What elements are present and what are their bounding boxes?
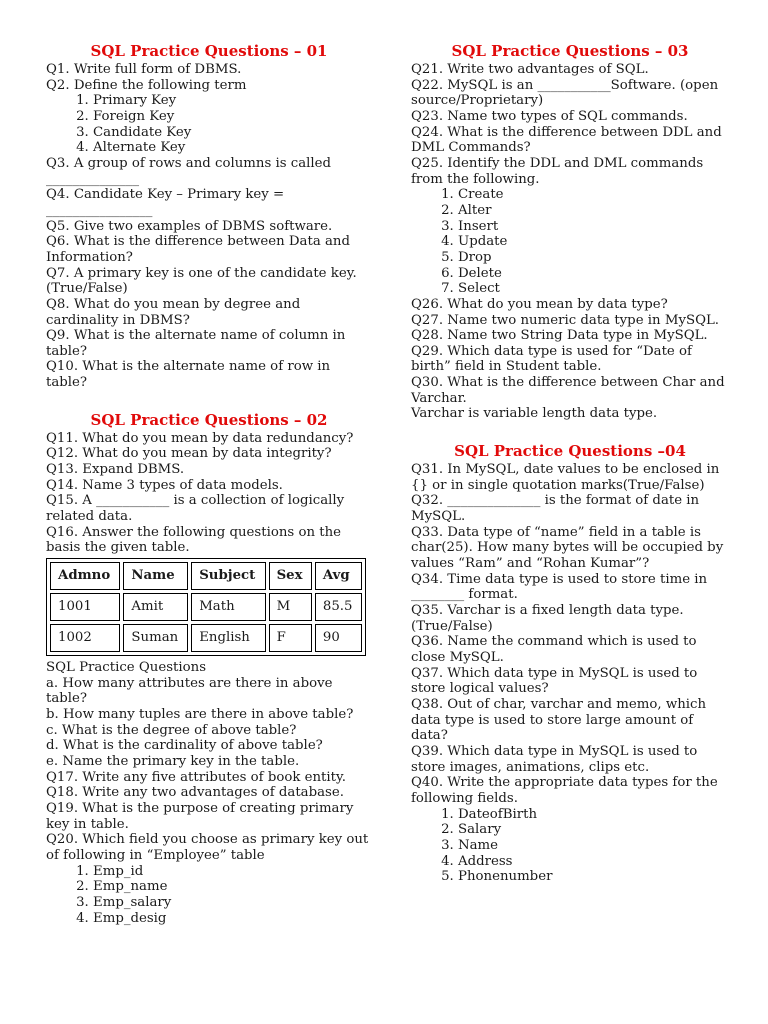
question-1: Q1. Write full form of DBMS. <box>46 62 242 77</box>
section-title-04: SQL Practice Questions –04 <box>454 442 686 461</box>
question-29: Q29. Which data type is used for “Date of birth” field in Student table. <box>411 343 692 375</box>
question-25: Q25. Identify the DDL and DML commands from the following. <box>411 155 704 187</box>
sub-question-e: e. Name the primary key in the table. <box>46 753 300 769</box>
sub-questions-title: SQL Practice Questions <box>46 660 207 676</box>
question-11: Q11. What do you mean by data redundancy? <box>46 430 354 446</box>
question-27: Q27. Name two numeric data type in MySQL. <box>411 312 720 328</box>
list-item: 2. Alter <box>458 203 729 219</box>
section-title-01: SQL Practice Questions – 01 <box>90 42 328 60</box>
question-2: Q2. Define the following term <box>46 77 247 93</box>
section-title-03: SQL Practice Questions – 03 <box>451 42 689 60</box>
list-item: 7. Select <box>458 281 729 297</box>
question-37: Q37. Which data type in MySQL is used to store logical values? <box>411 665 698 697</box>
list-item: 3. Name <box>458 838 729 854</box>
question-16: Q16. Answer the following questions on the basis the given table. <box>46 524 342 556</box>
list-item: 4. Address <box>458 854 729 870</box>
question-9: Q9. What is the alternate name of column in table? <box>46 328 346 359</box>
table-cell: 90 <box>315 624 362 652</box>
question-7: Q7. A primary key is one of the candidate key. (True/False) <box>46 265 357 297</box>
table-row <box>50 593 362 621</box>
table-header: Admno <box>50 562 120 590</box>
list-item: 6. Delete <box>458 266 729 282</box>
question-19: Q19. What is the purpose of creating primary key in table. <box>46 800 354 832</box>
list-item: 2. Foreign Key <box>93 109 372 125</box>
sub-question-c: c. What is the degree of above table? <box>46 722 297 738</box>
list-item: 5. Drop <box>458 250 729 266</box>
question-30-note: Varchar is variable length data type. <box>411 406 658 422</box>
question-4: Q4. Candidate Key – Primary key = ________________ <box>46 187 285 218</box>
list-item: 1. DateofBirth <box>458 807 729 823</box>
question-6: Q6. What is the difference between Data and Information? <box>46 234 350 265</box>
question-12: Q12. What do you mean by data integrity? <box>46 446 332 462</box>
list-item: 3. Emp_salary <box>93 895 372 911</box>
question-38: Q38. Out of char, varchar and memo, which data type is used to store large amount of data? <box>411 696 707 744</box>
question-34: Q34. Time data type is used to store time in ________ format. <box>411 571 708 603</box>
table-cell: 1002 <box>50 624 120 652</box>
list-item: 1. Create <box>458 187 729 203</box>
list-item: 2. Emp_name <box>93 879 372 895</box>
table-cell: Suman <box>123 624 188 652</box>
question-13: Q13. Expand DBMS. <box>46 462 185 478</box>
question-36: Q36. Name the command which is used to close MySQL. <box>411 634 697 665</box>
student-table <box>46 558 366 656</box>
table-cell: 85.5 <box>315 593 362 621</box>
question-5: Q5. Give two examples of DBMS software. <box>46 218 333 234</box>
question-32: Q32. ______________ is the format of date in MySQL. <box>411 493 700 525</box>
list-item: 3. Insert <box>458 219 729 235</box>
table-header: Avg <box>315 562 362 590</box>
left-column <box>46 41 372 926</box>
table-cell: Amit <box>123 593 188 621</box>
list-item: 4. Alternate Key <box>93 140 372 156</box>
question-21: Q21. Write two advantages of SQL. <box>411 62 649 77</box>
question-35: Q35. Varchar is a fixed length data type.(True/False) <box>411 603 684 634</box>
list-item: 4. Update <box>458 234 729 250</box>
question-8: Q8. What do you mean by degree and cardinality in DBMS? <box>46 296 301 328</box>
question-33: Q33. Data type of “name” field in a table is char(25). How many bytes will be occupied by values “Ram” and “Rohan Kumar”? <box>411 524 724 572</box>
table-header: Name <box>123 562 188 590</box>
question-39: Q39. Which data type in MySQL is used to store images, animations, clips etc. <box>411 743 698 775</box>
sub-question-d: d. What is the cardinality of above table? <box>46 738 323 754</box>
table-header: Subject <box>191 562 265 590</box>
question-20-options <box>46 864 372 927</box>
question-23: Q23. Name two types of SQL commands. <box>411 108 688 124</box>
table-cell: Math <box>191 593 265 621</box>
question-31: Q31. In MySQL, date values to be enclosed in {} or in single quotation marks(True/False) <box>411 462 720 493</box>
table-row <box>50 624 362 652</box>
list-item: 2. Salary <box>458 822 729 838</box>
table-header-row <box>50 562 362 590</box>
table-cell: M <box>269 593 312 621</box>
list-item: 4. Emp_desig <box>93 911 372 927</box>
question-28: Q28. Name two String Data type in MySQL. <box>411 328 708 344</box>
question-24: Q24. What is the difference between DDL and DML Commands? <box>411 124 722 156</box>
question-26: Q26. What do you mean by data type? <box>411 296 668 312</box>
question-15: Q15. A ___________ is a collection of logically related data. <box>46 493 345 525</box>
list-item: 5. Phonenumber <box>458 869 729 885</box>
question-10: Q10. What is the alternate name of row in table? <box>46 359 331 391</box>
question-22: Q22. MySQL is an ___________Software. (open source/Proprietary) <box>411 77 719 109</box>
question-40-options <box>411 807 729 885</box>
table-header: Sex <box>269 562 312 590</box>
list-item: 3. Candidate Key <box>93 125 372 141</box>
table-cell: F <box>269 624 312 652</box>
question-25-options <box>411 187 729 297</box>
list-item: 1. Emp_id <box>93 864 372 880</box>
question-30: Q30. What is the difference between Char and Varchar. <box>411 375 725 406</box>
table-cell: English <box>191 624 265 652</box>
question-20: Q20. Which field you choose as primary key out of following in “Employee” table <box>46 832 369 863</box>
sub-question-a: a. How many attributes are there in above table? <box>46 675 333 707</box>
list-item: 1. Primary Key <box>93 93 372 109</box>
question-3: Q3. A group of rows and columns is called ______________ <box>46 155 332 187</box>
question-17: Q17. Write any five attributes of book entity. <box>46 769 346 785</box>
sub-question-b: b. How many tuples are there in above table? <box>46 707 354 722</box>
question-14: Q14. Name 3 types of data models. <box>46 477 283 493</box>
question-40: Q40. Write the appropriate data types for the following fields. <box>411 775 718 806</box>
section-title-02: SQL Practice Questions – 02 <box>90 410 328 429</box>
right-column <box>411 41 729 885</box>
question-2-options <box>46 93 372 156</box>
question-18: Q18. Write any two advantages of database. <box>46 785 344 801</box>
table-cell: 1001 <box>50 593 120 621</box>
